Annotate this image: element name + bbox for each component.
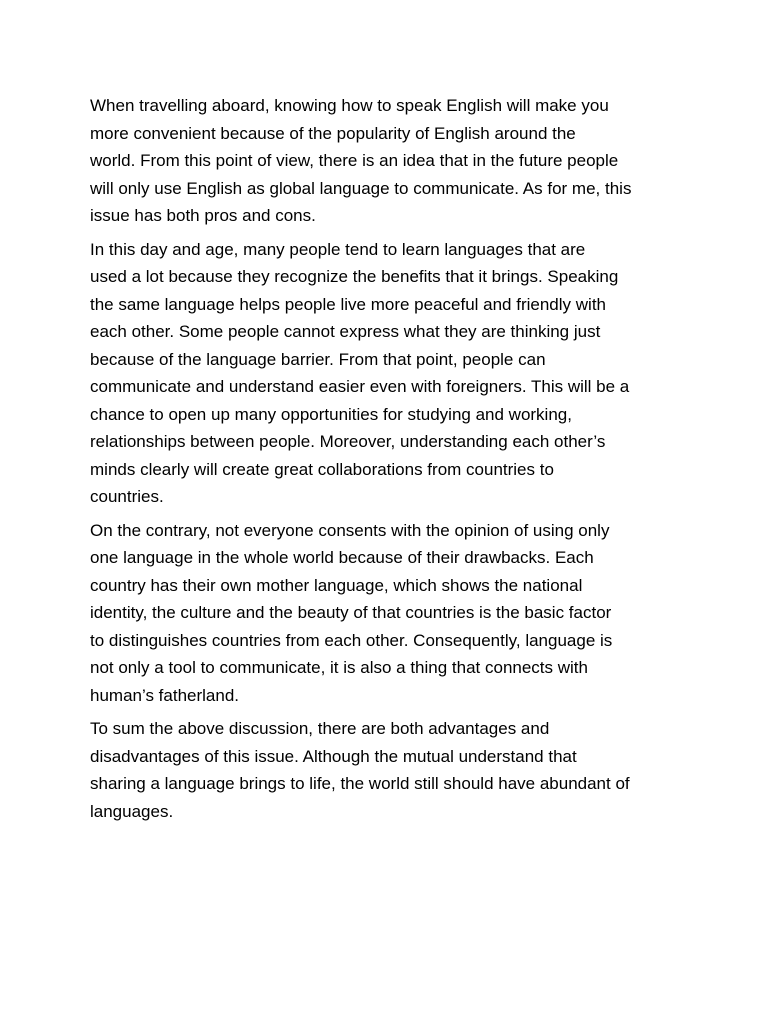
text-line: world. From this point of view, there is an idea that in the future people	[90, 151, 619, 170]
document-body	[90, 92, 690, 825]
text-line: not only a tool to communicate, it is also a thing that connects with	[90, 658, 588, 677]
text-line: In this day and age, many people tend to learn languages that are	[90, 239, 586, 259]
text-line: minds clearly will create great collaborations from countries to	[90, 459, 554, 479]
paragraph-advantages	[90, 236, 690, 511]
text-line: issue has both pros and cons.	[90, 206, 316, 225]
text-line: more convenient because of the popularity of English around the	[90, 123, 576, 143]
text-line: When travelling aboard, knowing how to speak English will make you	[90, 96, 609, 115]
text-line: identity, the culture and the beauty of that countries is the basic factor	[90, 603, 612, 622]
text-line: one language in the whole world because of their drawbacks. Each	[90, 548, 594, 567]
text-line: the same language helps people live more peaceful and friendly with	[90, 294, 606, 314]
text-line: languages.	[90, 801, 174, 821]
text-line: chance to open up many opportunities for studying and working,	[90, 404, 572, 424]
text-line: to distinguishes countries from each other. Consequently, language is	[90, 630, 613, 650]
text-line: To sum the above discussion, there are both advantages and	[90, 719, 550, 738]
text-line: On the contrary, not everyone consents with the opinion of using only	[90, 520, 610, 540]
paragraph-intro	[90, 92, 690, 230]
text-line: sharing a language brings to life, the world still should have abundant of	[90, 774, 630, 793]
text-line: each other. Some people cannot express what they are thinking just	[90, 322, 601, 341]
text-line: communicate and understand easier even with foreigners. This will be a	[90, 377, 630, 396]
text-line: used a lot because they recognize the benefits that it brings. Speaking	[90, 267, 619, 286]
text-line: human’s fatherland.	[90, 685, 240, 705]
text-line: countries.	[90, 487, 164, 506]
text-line: disadvantages of this issue. Although the mutual understand that	[90, 746, 577, 766]
text-line: because of the language barrier. From that point, people can	[90, 349, 546, 369]
text-line: country has their own mother language, which shows the national	[90, 575, 583, 595]
text-line: relationships between people. Moreover, understanding each other’s	[90, 432, 606, 451]
text-line: will only use English as global language to communicate. As for me, this	[90, 178, 632, 198]
paragraph-disadvantages	[90, 517, 690, 710]
paragraph-conclusion	[90, 715, 690, 825]
